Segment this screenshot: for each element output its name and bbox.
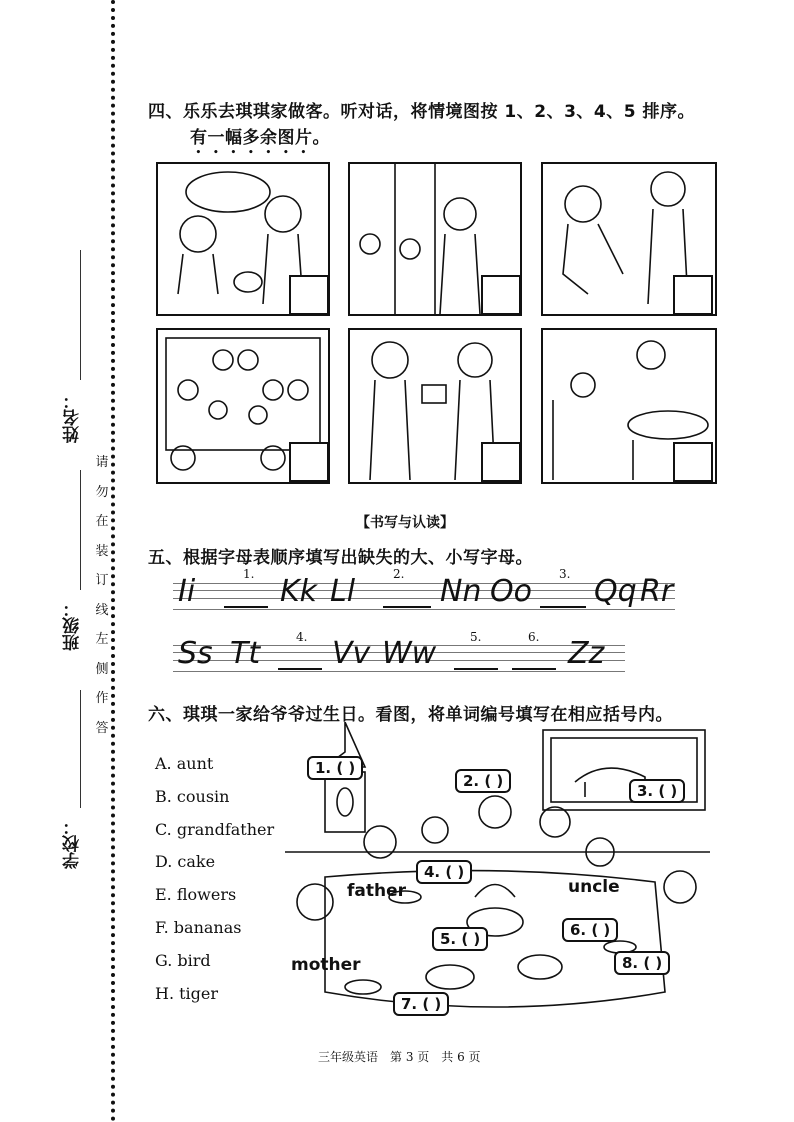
answer-tag-5[interactable]: 5. ( )	[432, 927, 488, 951]
rule-line	[173, 671, 625, 672]
label-father: father	[347, 881, 407, 901]
section-header: 【书写与认读】	[356, 515, 454, 531]
binding-dotted-line	[111, 0, 115, 1122]
answer-tag-7[interactable]: 7. ( )	[393, 992, 449, 1016]
blank-number: 6.	[528, 630, 540, 644]
word-option: E. flowers	[155, 885, 237, 904]
school-label: 学校：	[63, 818, 83, 869]
letter-blank-4[interactable]	[278, 668, 322, 670]
letter-blank-1[interactable]	[224, 606, 268, 608]
school-underline	[80, 690, 81, 808]
answer-box-3[interactable]	[673, 275, 713, 315]
word-option: G. bird	[155, 951, 211, 970]
answer-tag-3[interactable]: 3. ( )	[629, 779, 685, 803]
word-option: C. grandfather	[155, 820, 275, 839]
answer-tag-8[interactable]: 8. ( )	[614, 951, 670, 975]
letter-pair: Oo	[490, 574, 532, 609]
answer-box-5[interactable]	[481, 442, 521, 482]
answer-box-2[interactable]	[481, 275, 521, 315]
label-uncle: uncle	[568, 877, 620, 897]
letter-pair: Tt	[230, 636, 261, 671]
letter-pair: Ww	[382, 636, 437, 671]
letter-pair: Ss	[178, 636, 213, 671]
word-option: D. cake	[155, 852, 216, 871]
section5-title: 五、根据字母表顺序填写出缺失的大、小写字母。	[148, 548, 533, 568]
answer-box-4[interactable]	[289, 442, 329, 482]
label-mother: mother	[291, 955, 361, 975]
letter-blank-2[interactable]	[383, 606, 431, 608]
word-option: F. bananas	[155, 918, 242, 937]
letter-pair: Rr	[640, 574, 674, 609]
rule-line	[173, 609, 675, 610]
word-option: H. tiger	[155, 984, 219, 1003]
letter-pair: Ii	[178, 574, 196, 609]
answer-tag-2[interactable]: 2. ( )	[455, 769, 511, 793]
letter-pair: Kk	[280, 574, 318, 609]
letter-pair: Ll	[330, 574, 356, 609]
letter-pair: Nn	[440, 574, 482, 609]
letter-pair: Zz	[568, 636, 605, 671]
section4-title: 四、乐乐去琪琪家做客。听对话，将情境图按 1、2、3、4、5 排序。	[148, 102, 695, 122]
answer-tag-6[interactable]: 6. ( )	[562, 918, 618, 942]
blank-number: 3.	[559, 567, 571, 581]
binding-note: 请 勿 在 装 订 线 左 侧 作 答	[95, 455, 109, 736]
answer-box-6[interactable]	[673, 442, 713, 482]
blank-number: 4.	[296, 630, 308, 644]
answer-tag-4[interactable]: 4. ( )	[416, 860, 472, 884]
page-footer: 三年级英语 第 3 页 共 6 页	[318, 1050, 481, 1064]
letter-pair: Vv	[332, 636, 371, 671]
class-underline	[80, 470, 81, 590]
section6-title: 六、琪琪一家给爷爷过生日。看图，将单词编号填写在相应括号内。	[148, 705, 673, 725]
letter-blank-6[interactable]	[512, 668, 556, 670]
word-option: A. aunt	[155, 754, 214, 773]
name-underline	[80, 250, 81, 380]
blank-number: 2.	[393, 567, 405, 581]
section4-note: 有一幅多余图片。	[190, 128, 330, 148]
letter-blank-3[interactable]	[540, 606, 586, 608]
answer-tag-1[interactable]: 1. ( )	[307, 756, 363, 780]
word-option: B. cousin	[155, 787, 230, 806]
letter-pair: Qq	[594, 574, 637, 609]
answer-box-1[interactable]	[289, 275, 329, 315]
class-label: 班级：	[63, 600, 83, 651]
letter-blank-5[interactable]	[454, 668, 498, 670]
name-label: 姓名：	[63, 392, 83, 443]
blank-number: 5.	[470, 630, 482, 644]
blank-number: 1.	[243, 567, 255, 581]
